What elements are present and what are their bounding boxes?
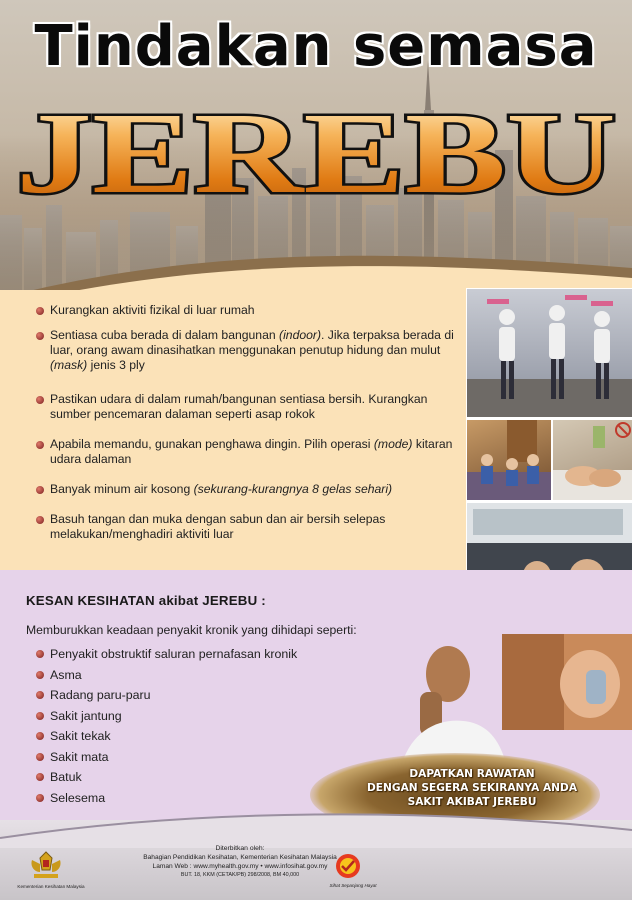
bullet-icon xyxy=(36,516,44,524)
callout-line1: DAPATKAN RAWATAN xyxy=(409,768,535,780)
tips-list xyxy=(36,303,456,542)
tip-text: Apabila memandu, gunakan penghawa dingin. Pilih operasi (mode) kitaran udara dalaman xyxy=(50,437,453,466)
badge-label: Sihat Sepanjang Hayat xyxy=(329,883,377,888)
title-jerebu-text: JEREBU xyxy=(16,92,616,202)
ministry-label: Kementerian Kesihatan Malaysia xyxy=(17,884,85,889)
bullet-icon xyxy=(36,753,44,761)
publisher-name: Bahagian Pendidikan Kesihatan, Kementerian Kesihatan Malaysia xyxy=(143,854,337,861)
bullet-icon xyxy=(36,773,44,781)
tip-item xyxy=(36,512,456,542)
effect-item xyxy=(36,769,297,790)
bullet-icon xyxy=(36,307,44,315)
family-indoor-photo xyxy=(466,419,552,501)
effect-text: Batuk xyxy=(50,770,82,784)
bullet-icon xyxy=(36,486,44,494)
callout-line2: DENGAN SEGERA SEKIRANYA ANDA xyxy=(366,782,578,794)
tip-text: Pastikan udara di dalam rumah/bangunan sentiasa bersih. Kurangkan sumber pencemaran dalaman seperti asap rokok xyxy=(50,392,428,421)
italic-term: (mask) xyxy=(50,358,88,372)
tip-item xyxy=(36,392,456,422)
bullet-icon xyxy=(36,441,44,449)
effect-item xyxy=(36,790,297,811)
effects-list xyxy=(36,646,297,810)
bullet-icon xyxy=(36,671,44,679)
effect-text: Sakit tekak xyxy=(50,729,111,743)
ministry-crest-icon xyxy=(28,850,64,880)
effect-text: Penyakit obstruktif saluran pernafasan kronik xyxy=(50,647,298,661)
tip-text: Banyak minum air kosong (sekurang-kurangnya 8 gelas sehari) xyxy=(50,482,393,496)
title-line1: Tindakan semasa xyxy=(34,14,598,79)
effect-text: Radang paru-paru xyxy=(50,688,151,702)
italic-term: (mode) xyxy=(373,437,413,451)
effect-item xyxy=(36,646,297,667)
effect-text: Sakit jantung xyxy=(50,708,122,723)
bullet-icon xyxy=(36,691,44,699)
effect-text: Selesema xyxy=(50,790,106,805)
effect-item xyxy=(36,708,297,729)
tip-text: Kurangkan aktiviti fizikal di luar rumah xyxy=(50,303,255,317)
effects-heading: KESAN KESIHATAN akibat JEREBU : xyxy=(26,593,266,608)
print-info: BUT. 18, KKM (CETAK/PB) 298/2008, BM 40,000 xyxy=(180,872,300,878)
bullet-icon xyxy=(36,712,44,720)
bullet-icon xyxy=(36,396,44,404)
website-links: Laman Web : www.myhealth.gov.my • www.infosihat.gov.my xyxy=(152,863,328,870)
effect-item xyxy=(36,728,297,749)
tip-text: Basuh tangan dan muka dengan sabun dan air bersih selepas melakukan/menghadiri aktiviti luar xyxy=(50,512,386,541)
italic-term: (sekurang-kurangnya 8 gelas sehari) xyxy=(193,482,393,496)
bullet-icon xyxy=(36,794,44,802)
health-badge-icon xyxy=(326,852,370,882)
effect-text: Asma xyxy=(50,667,82,682)
bullet-icon xyxy=(36,650,44,658)
footer-curve xyxy=(0,808,632,848)
treatment-callout xyxy=(362,767,582,809)
tip-item xyxy=(36,328,456,373)
tip-text: Sentiasa cuba berada di dalam bangunan (indoor). Jika terpaksa berada di luar, orang awam dinasihatkan menggunakan penutup hidung dan mulut (mask) jenis 3 ply xyxy=(50,328,454,372)
tip-item xyxy=(36,303,456,318)
indoor-exercise-photo xyxy=(466,288,632,418)
italic-term: (indoor) xyxy=(279,328,322,342)
bullet-icon xyxy=(36,732,44,740)
effect-item xyxy=(36,687,297,708)
handwashing-photo xyxy=(552,419,632,501)
title-jerebu xyxy=(0,92,632,202)
tip-item xyxy=(36,482,456,497)
effects-intro: Memburukkan keadaan penyakit kronik yang dihidapi seperti: xyxy=(26,623,357,637)
bullet-icon xyxy=(36,332,44,340)
tip-item xyxy=(36,437,456,467)
effect-text: Sakit mata xyxy=(50,749,109,764)
published-by: Diterbitkan oleh: xyxy=(215,845,265,852)
effect-item xyxy=(36,667,297,688)
effect-item xyxy=(36,749,297,770)
callout-line3: SAKIT AKIBAT JEREBU xyxy=(407,796,537,808)
